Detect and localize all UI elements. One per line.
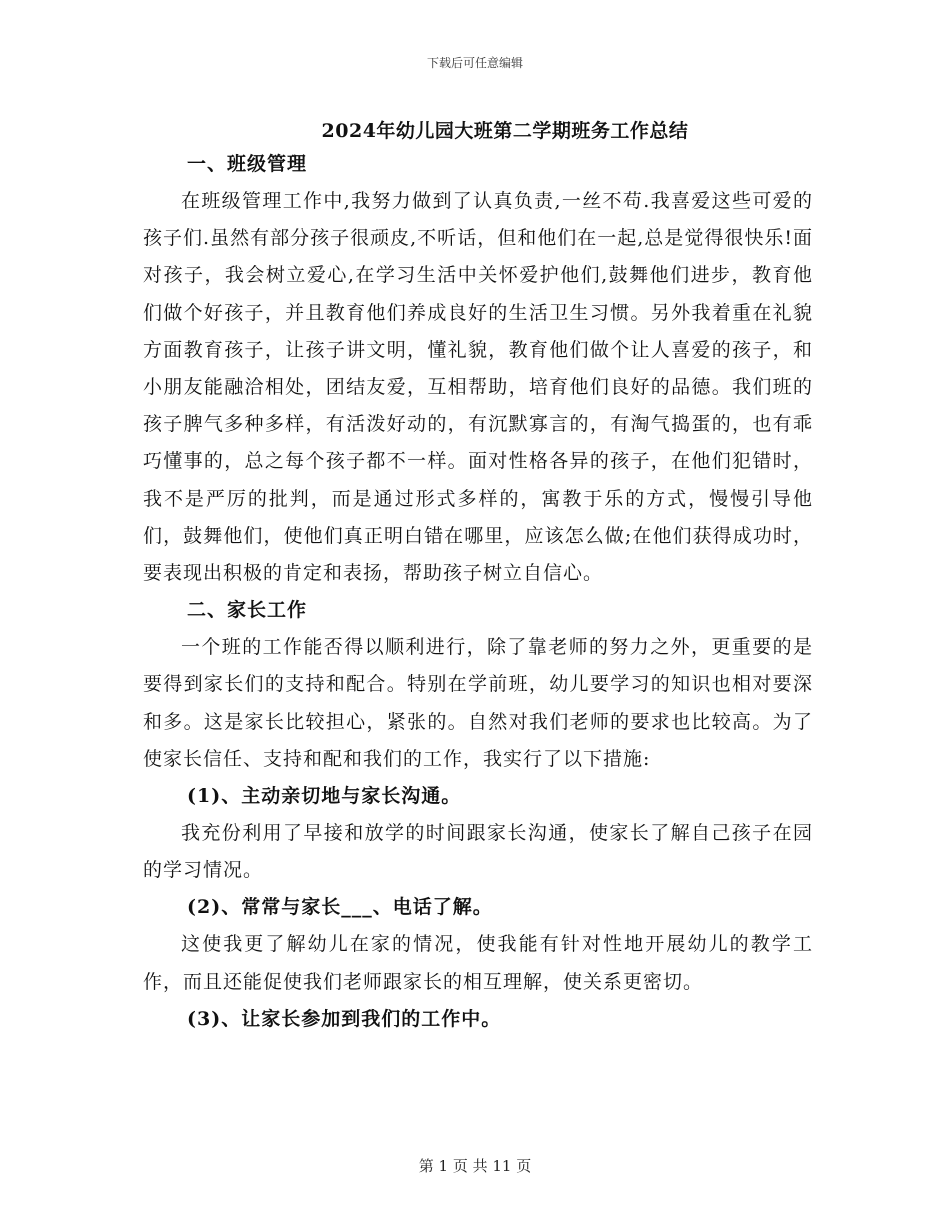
subsection-heading: (3)、让家长参加到我们的工作中。 — [187, 1007, 502, 1030]
section-paragraph: 一个班的工作能否得以顺利进行，除了靠老师的努力之外，更重要的是要得到家长们的支持和配合。特别在学前班，幼儿要学习的知识也相对要深和多。这是家长比较担心，紧张的。自然对我们老师的要求也比较高。为了使家长信任、支持和配和我们的工作，我实行了以下措施: — [143, 636, 813, 770]
subsection-paragraph: 这使我更了解幼儿在家的情况，使我能有针对性地开展幼儿的教学工作，而且还能促使我们老师跟家长的相互理解，使关系更密切。 — [143, 933, 813, 993]
subsection-communication — [143, 778, 813, 889]
document-body — [143, 146, 813, 1038]
section-paragraph: 在班级管理工作中,我努力做到了认真负责,一丝不苟.我喜爱这些可爱的孩子们.虽然有部分孩子很顽皮,不听话，但和他们在一起,总是觉得很快乐!面对孩子，我会树立爱心,在学习生活中关怀爱护他们,鼓舞他们进步，教育他们做个好孩子，并且教育他们养成良好的生活卫生习惯。另外我着重在礼貌方面教育孩子，让孩子讲文明，懂礼貌，教育他们做个让人喜爱的孩子，和小朋友能融洽相处，团结友爱，互相帮助，培育他们良好的品德。我们班的孩子脾气多种多样，有活泼好动的，有沉默寡言的，有淘气捣蛋的，也有乖巧懂事的，总之每个孩子都不一样。面对性格各异的孩子，在他们犯错时，我不是严厉的批判，而是通过形式多样的，寓教于乐的方式，慢慢引导他们，鼓舞他们，使他们真正明白错在哪里，应该怎么做;在他们获得成功时，要表现出积极的肯定和表扬，帮助孩子树立自信心。 — [143, 190, 813, 585]
section-class-management — [143, 146, 813, 592]
header-note: 下载后可任意编辑 — [426, 56, 523, 70]
subsection-paragraph: 我充份利用了早接和放学的时间跟家长沟通，使家长了解自己孩子在园的学习情况。 — [143, 822, 813, 882]
subsection-parent-participation — [143, 1001, 813, 1038]
page-number: 第 1 页 共 11 页 — [418, 1157, 532, 1175]
document-title: 2024年幼儿园大班第二学期班务工作总结 — [321, 120, 689, 142]
subsection-heading: (1)、主动亲切地与家长沟通。 — [187, 785, 462, 808]
subsection-phone-contact — [143, 889, 813, 1000]
section-heading: 二、家长工作 — [187, 599, 308, 622]
section-parent-work — [143, 592, 813, 778]
subsection-heading: (2)、常常与家长___、电话了解。 — [187, 896, 493, 919]
section-heading: 一、班级管理 — [187, 153, 308, 175]
